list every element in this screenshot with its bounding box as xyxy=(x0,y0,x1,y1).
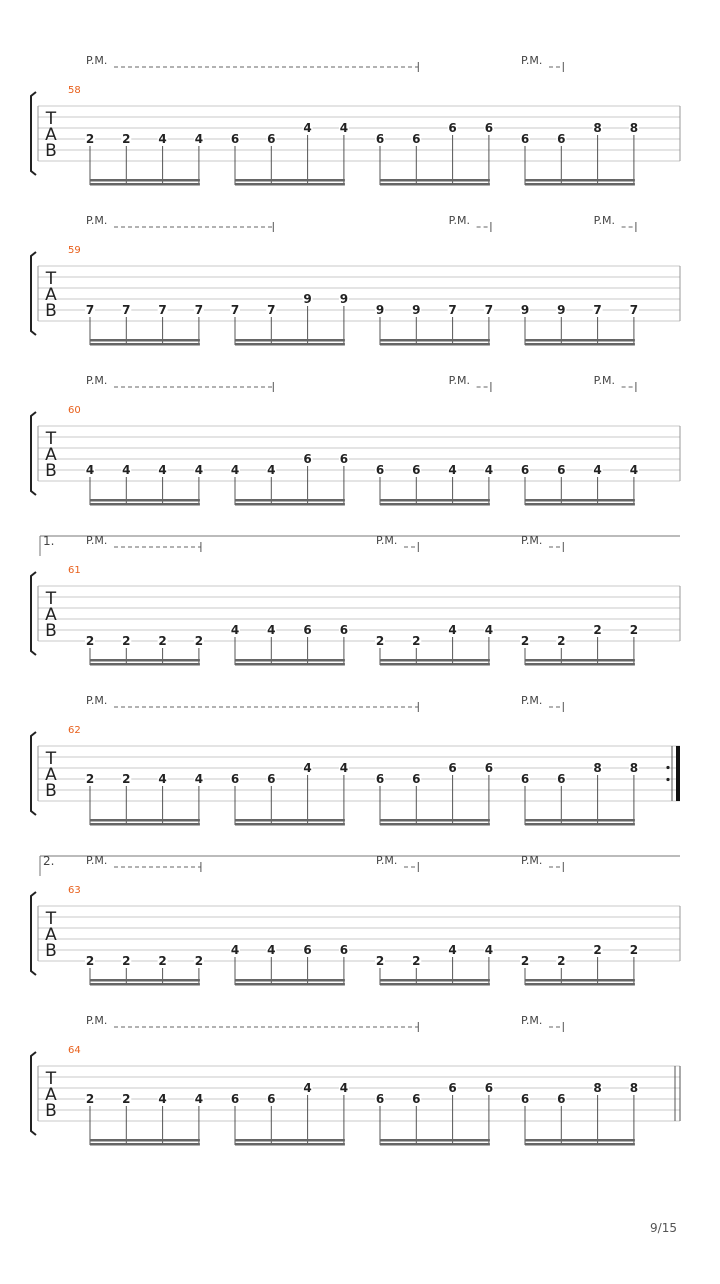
fret-number: 4 xyxy=(230,943,240,957)
fret-number: 9 xyxy=(303,292,312,306)
fret-number: 2 xyxy=(122,132,131,146)
fret-number: 6 xyxy=(557,132,566,146)
fret-number: 4 xyxy=(484,623,494,637)
fret-number: 6 xyxy=(557,1092,566,1106)
fret-number: 4 xyxy=(339,121,349,135)
palm-mute-label: P.M. xyxy=(521,534,543,547)
note-beam xyxy=(525,343,635,346)
fret-number: 8 xyxy=(629,761,639,775)
fret-number: 7 xyxy=(484,303,494,317)
fret-number: 9 xyxy=(412,303,421,317)
fret-number: 6 xyxy=(230,1092,240,1106)
note-beam xyxy=(380,1139,490,1142)
fret-number: 7 xyxy=(267,303,276,317)
palm-mute-label: P.M. xyxy=(521,1014,543,1027)
note-beam xyxy=(525,179,635,182)
fret-number: 4 xyxy=(448,943,457,957)
note-beam xyxy=(235,823,345,826)
note-beam xyxy=(90,1139,200,1142)
system-bracket xyxy=(31,572,36,655)
note-beam xyxy=(525,663,635,666)
fret-number: 2 xyxy=(85,634,95,648)
system-bracket xyxy=(31,892,36,975)
tab-clef-letter: T xyxy=(45,109,57,129)
volta-label: 1. xyxy=(43,534,55,548)
fret-number: 2 xyxy=(412,634,421,648)
note-beam xyxy=(235,499,345,502)
fret-number: 6 xyxy=(520,772,530,786)
note-beam xyxy=(380,343,490,346)
fret-number: 6 xyxy=(303,452,312,466)
fret-number: 6 xyxy=(339,452,349,466)
fret-number: 4 xyxy=(267,463,276,477)
fret-number: 2 xyxy=(557,634,566,648)
note-beam xyxy=(90,663,200,666)
fret-number: 7 xyxy=(230,303,240,317)
fret-number: 6 xyxy=(230,772,240,786)
fret-number: 2 xyxy=(85,772,95,786)
fret-number: 6 xyxy=(303,623,312,637)
note-beam xyxy=(90,819,200,822)
fret-number: 2 xyxy=(85,1092,95,1106)
fret-number: 7 xyxy=(593,303,602,317)
note-beam xyxy=(380,979,490,982)
fret-number: 2 xyxy=(520,634,530,648)
palm-mute-label: P.M. xyxy=(86,534,108,547)
fret-number: 4 xyxy=(85,463,95,477)
note-beam xyxy=(525,659,635,662)
fret-number: 2 xyxy=(412,954,421,968)
tab-system xyxy=(31,854,680,986)
note-beam xyxy=(525,499,635,502)
fret-number: 6 xyxy=(484,1081,494,1095)
fret-number: 7 xyxy=(448,303,457,317)
note-beam xyxy=(235,663,345,666)
system-bracket xyxy=(31,732,36,815)
note-beam xyxy=(380,1143,490,1146)
note-beam xyxy=(90,339,200,342)
fret-number: 2 xyxy=(375,954,385,968)
tab-clef-letter: T xyxy=(45,589,57,609)
fret-number: 2 xyxy=(85,132,95,146)
note-beam xyxy=(525,823,635,826)
fret-number: 4 xyxy=(267,623,276,637)
fret-number: 9 xyxy=(339,292,349,306)
fret-number: 6 xyxy=(303,943,312,957)
fret-number: 2 xyxy=(194,954,204,968)
fret-number: 7 xyxy=(158,303,167,317)
palm-mute-label: P.M. xyxy=(86,374,108,387)
tab-system xyxy=(31,1014,680,1146)
palm-mute-label: P.M. xyxy=(376,534,398,547)
note-beam xyxy=(525,503,635,506)
measure-number: 60 xyxy=(68,405,81,416)
note-beam xyxy=(90,1143,200,1146)
tab-system xyxy=(31,694,680,826)
fret-number: 6 xyxy=(230,132,240,146)
tab-clef-letter: A xyxy=(45,125,57,145)
tab-clef-letter: T xyxy=(45,1069,57,1089)
note-beam xyxy=(380,183,490,186)
fret-number: 4 xyxy=(303,761,312,775)
note-beam xyxy=(525,183,635,186)
tab-system xyxy=(31,374,680,506)
fret-number: 4 xyxy=(339,761,349,775)
note-beam xyxy=(235,339,345,342)
fret-number: 4 xyxy=(629,463,639,477)
note-beam xyxy=(90,983,200,986)
fret-number: 6 xyxy=(448,1081,457,1095)
fret-number: 4 xyxy=(303,1081,312,1095)
fret-number: 6 xyxy=(557,772,566,786)
tab-clef-letter: B xyxy=(45,621,57,641)
fret-number: 4 xyxy=(448,623,457,637)
volta-label: 2. xyxy=(43,854,55,868)
fret-number: 2 xyxy=(122,772,131,786)
fret-number: 6 xyxy=(267,1092,276,1106)
fret-number: 4 xyxy=(158,1092,167,1106)
fret-number: 2 xyxy=(158,634,167,648)
tab-clef-letter: T xyxy=(45,909,57,929)
fret-number: 2 xyxy=(593,943,602,957)
fret-number: 6 xyxy=(484,761,494,775)
note-beam xyxy=(380,339,490,342)
note-beam xyxy=(90,823,200,826)
tab-clef-letter: A xyxy=(45,925,57,945)
fret-number: 6 xyxy=(557,463,566,477)
fret-number: 4 xyxy=(230,623,240,637)
note-beam xyxy=(90,343,200,346)
note-beam xyxy=(525,983,635,986)
palm-mute-label: P.M. xyxy=(86,1014,108,1027)
fret-number: 4 xyxy=(194,1092,204,1106)
fret-number: 2 xyxy=(85,954,95,968)
note-beam xyxy=(525,1143,635,1146)
fret-number: 4 xyxy=(194,772,204,786)
note-beam xyxy=(525,1139,635,1142)
fret-number: 6 xyxy=(375,463,385,477)
fret-number: 2 xyxy=(629,623,639,637)
system-bracket xyxy=(31,92,36,175)
tab-clef-letter: T xyxy=(45,429,57,449)
palm-mute-label: P.M. xyxy=(448,374,471,387)
note-beam xyxy=(90,183,200,186)
fret-number: 2 xyxy=(194,634,204,648)
note-beam xyxy=(235,1143,345,1146)
fret-number: 8 xyxy=(629,121,639,135)
fret-number: 2 xyxy=(122,634,131,648)
fret-number: 6 xyxy=(412,1092,421,1106)
note-beam xyxy=(90,503,200,506)
fret-number: 6 xyxy=(267,132,276,146)
fret-number: 2 xyxy=(557,954,566,968)
note-beam xyxy=(525,819,635,822)
note-beam xyxy=(235,183,345,186)
note-beam xyxy=(380,179,490,182)
fret-number: 2 xyxy=(122,954,131,968)
note-beam xyxy=(90,179,200,182)
fret-number: 6 xyxy=(339,623,349,637)
fret-number: 6 xyxy=(520,132,530,146)
system-bracket xyxy=(31,252,36,335)
note-beam xyxy=(235,179,345,182)
fret-number: 2 xyxy=(629,943,639,957)
fret-number: 4 xyxy=(303,121,312,135)
fret-number: 6 xyxy=(412,772,421,786)
measure-number: 62 xyxy=(68,725,81,736)
measure-number: 64 xyxy=(68,1045,81,1056)
fret-number: 7 xyxy=(194,303,204,317)
palm-mute-label: P.M. xyxy=(593,214,616,227)
tab-clef-letter: A xyxy=(45,765,57,785)
palm-mute-label: P.M. xyxy=(521,694,543,707)
fret-number: 4 xyxy=(158,132,167,146)
note-beam xyxy=(235,983,345,986)
tab-clef-letter: B xyxy=(45,941,57,961)
fret-number: 6 xyxy=(484,121,494,135)
fret-number: 2 xyxy=(122,1092,131,1106)
note-beam xyxy=(90,499,200,502)
tab-clef-letter: B xyxy=(45,1101,57,1121)
note-beam xyxy=(235,659,345,662)
note-beam xyxy=(380,663,490,666)
palm-mute-label: P.M. xyxy=(448,214,471,227)
fret-number: 4 xyxy=(484,943,494,957)
tab-clef-letter: B xyxy=(45,461,57,481)
repeat-end-thick-barline xyxy=(676,746,680,801)
page-number: 9/15 xyxy=(650,1221,677,1235)
note-beam xyxy=(525,979,635,982)
note-beam xyxy=(525,339,635,342)
palm-mute-label: P.M. xyxy=(376,854,398,867)
fret-number: 4 xyxy=(448,463,457,477)
note-beam xyxy=(235,1139,345,1142)
tab-system xyxy=(31,54,680,186)
measure-number: 63 xyxy=(68,885,81,896)
measure-number: 61 xyxy=(68,565,81,576)
fret-number: 4 xyxy=(158,463,167,477)
measure-number: 59 xyxy=(68,245,81,256)
fret-number: 6 xyxy=(339,943,349,957)
fret-number: 4 xyxy=(158,772,167,786)
fret-number: 7 xyxy=(85,303,95,317)
note-beam xyxy=(235,979,345,982)
note-beam xyxy=(235,819,345,822)
fret-number: 6 xyxy=(375,132,385,146)
fret-number: 6 xyxy=(267,772,276,786)
fret-number: 4 xyxy=(339,1081,349,1095)
fret-number: 4 xyxy=(122,463,131,477)
fret-number: 8 xyxy=(593,761,602,775)
fret-number: 8 xyxy=(593,1081,602,1095)
fret-number: 8 xyxy=(593,121,602,135)
palm-mute-label: P.M. xyxy=(521,54,543,67)
fret-number: 7 xyxy=(629,303,639,317)
fret-number: 4 xyxy=(267,943,276,957)
fret-number: 4 xyxy=(194,463,204,477)
note-beam xyxy=(380,819,490,822)
fret-number: 9 xyxy=(520,303,530,317)
tab-clef-letter: T xyxy=(45,269,57,289)
palm-mute-label: P.M. xyxy=(521,854,543,867)
fret-number: 9 xyxy=(375,303,385,317)
tab-clef-letter: A xyxy=(45,605,57,625)
palm-mute-label: P.M. xyxy=(593,374,616,387)
tab-clef-letter: A xyxy=(45,1085,57,1105)
tab-clef-letter: B xyxy=(45,141,57,161)
note-beam xyxy=(235,503,345,506)
palm-mute-label: P.M. xyxy=(86,214,108,227)
fret-number: 2 xyxy=(520,954,530,968)
repeat-dot xyxy=(666,766,669,769)
note-beam xyxy=(235,343,345,346)
tab-system xyxy=(31,214,680,346)
fret-number: 4 xyxy=(194,132,204,146)
note-beam xyxy=(380,499,490,502)
palm-mute-label: P.M. xyxy=(86,694,108,707)
fret-number: 2 xyxy=(158,954,167,968)
fret-number: 6 xyxy=(375,772,385,786)
palm-mute-label: P.M. xyxy=(86,54,108,67)
fret-number: 6 xyxy=(412,132,421,146)
fret-number: 6 xyxy=(412,463,421,477)
fret-number: 6 xyxy=(520,1092,530,1106)
fret-number: 4 xyxy=(593,463,602,477)
system-bracket xyxy=(31,1052,36,1135)
tab-clef-letter: A xyxy=(45,285,57,305)
fret-number: 6 xyxy=(375,1092,385,1106)
fret-number: 7 xyxy=(122,303,131,317)
fret-number: 2 xyxy=(593,623,602,637)
note-beam xyxy=(380,823,490,826)
measure-number: 58 xyxy=(68,85,81,96)
fret-number: 4 xyxy=(484,463,494,477)
fret-number: 6 xyxy=(520,463,530,477)
fret-number: 8 xyxy=(629,1081,639,1095)
system-bracket xyxy=(31,412,36,495)
fret-number: 9 xyxy=(557,303,566,317)
tab-clef-letter: B xyxy=(45,781,57,801)
fret-number: 6 xyxy=(448,121,457,135)
fret-number: 4 xyxy=(230,463,240,477)
note-beam xyxy=(380,983,490,986)
palm-mute-label: P.M. xyxy=(86,854,108,867)
tab-clef-letter: T xyxy=(45,749,57,769)
tab-clef-letter: B xyxy=(45,301,57,321)
fret-number: 6 xyxy=(448,761,457,775)
repeat-dot xyxy=(666,778,669,781)
note-beam xyxy=(90,659,200,662)
tab-system xyxy=(31,534,680,666)
note-beam xyxy=(90,979,200,982)
fret-number: 2 xyxy=(375,634,385,648)
note-beam xyxy=(380,503,490,506)
tab-clef-letter: A xyxy=(45,445,57,465)
note-beam xyxy=(380,659,490,662)
